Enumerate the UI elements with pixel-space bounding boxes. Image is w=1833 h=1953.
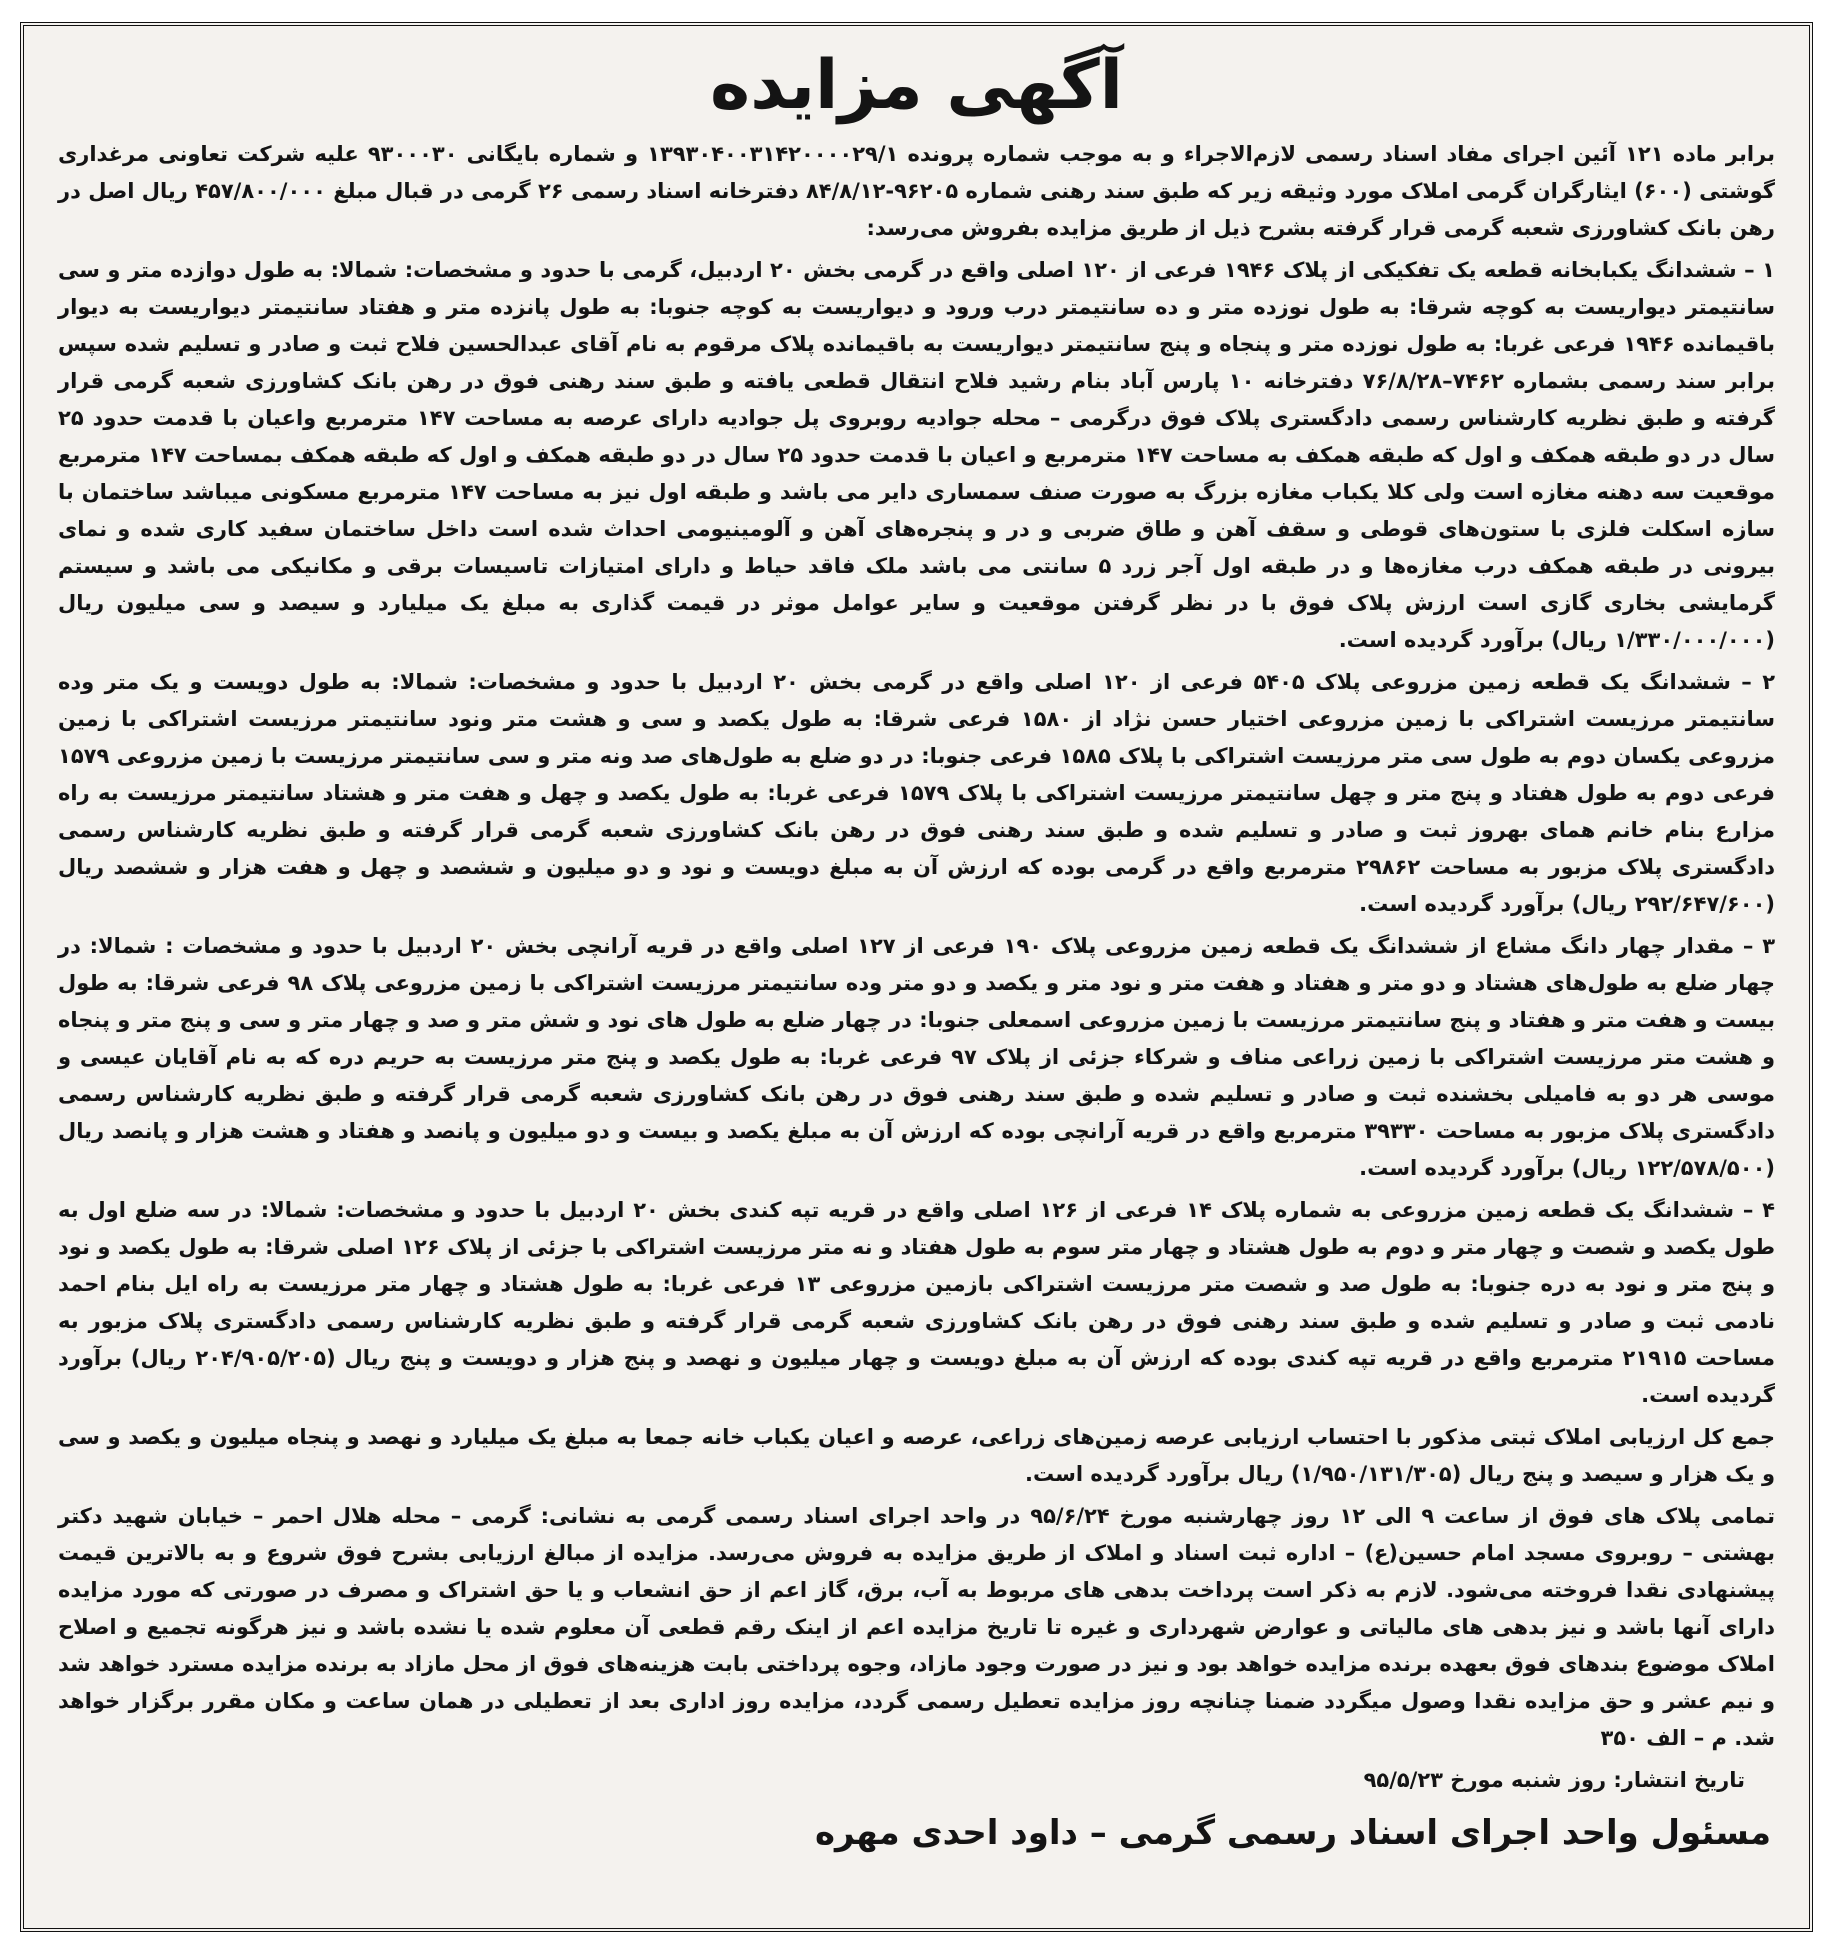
item-number: ۱ –: [1744, 258, 1775, 282]
item-text: ششدانگ یکبابخانه قطعه یک تفکیکی از پلاک ۱۹۴۶ فرعی از ۱۲۰ اصلی واقع در گرمی بخش ۲۰ اردبیل، گرمی با حدود و مشخصات: شمالا: به طول دوازده متر و سی سانتیمتر دیواریست به کوچه شرقا: به طول نوزده متر و ده سانتیمتر درب ورود و دیواریست به کوچه جنوبا: به طول پانزده متر و هفتاد سانتیمتر دیواریست به دیوار باقیمانده ۱۹۴۶ فرعی غربا: به طول نوزده متر و پنجاه و پنج سانتیمتر دیواریست به باقیمانده پلاک مرقوم به نام آقای عبدالحسین فلاح ثبت و صادر و تسلیم شده سپس برابر سند رسمی بشماره ۷۴۶۲–۷۶/۸/۲۸ دفترخانه ۱۰ پارس آباد بنام رشید فلاح انتقال قطعی یافته و طبق سند رهنی فوق در رهن بانک کشاورزی شعبه گرمی قرار گرفته و طبق نظریه کارشناس رسمی دادگستری پلاک فوق درگرمی – محله جوادیه روبروی پل جوادیه دارای عرصه به مساحت ۱۴۷ مترمربع واعیان با قدمت حدود ۲۵ سال در دو طبقه همکف و اول که طبقه همکف به مساحت ۱۴۷ مترمربع و اعیان با قدمت حدود ۲۵ سال در دو طبقه همکف و اول که طبقه همکف بمساحت ۱۴۷ مترمربع موقعیت سه دهنه مغازه است ولی کلا یکباب مغازه بزرگ به صورت صنف سمساری دایر می باشد و طبقه اول نیز به مساحت ۱۴۷ مترمربع مسکونی میباشد ساختمان با سازه اسکلت فلزی با ستون‌های قوطی و سقف آهن و طاق ضربی و در و پنجره‌های آهن و آلومینیومی احداث شده است داخل ساختمان سفید کاری شده و نمای بیرونی در طبقه همکف درب مغازه‌ها و در طبقه اول آجر زرد ۵ سانتی می باشد ملک فاقد حیاط و دارای امتیازات تاسیسات برقی و مکانیکی می باشد و سیستم گرمایشی بخاری گازی است ارزش پلاک فوق با در نظر گرفتن موقعیت و سایر عوامل موثر در قیمت گذاری به مبلغ یک میلیارد و سیصد و سی میلیون ریال (۱/۳۳۰/۰۰۰/۰۰۰ ریال) برآورد گردیده است.: [58, 258, 1776, 652]
property-item-1: [58, 252, 1775, 659]
property-item-4: [58, 1192, 1775, 1414]
item-number: ۲ –: [1741, 670, 1776, 694]
notice-title: آگهی مزایده: [710, 46, 1123, 125]
property-item-2: [58, 664, 1775, 923]
publish-date: تاریخ انتشار: روز شنبه مورخ ۹۵/۵/۲۳: [1363, 1768, 1745, 1792]
auction-notice: [20, 22, 1813, 1932]
item-text: مقدار چهار دانگ مشاع از ششدانگ یک قطعه زمین مزروعی پلاک ۱۹۰ فرعی از ۱۲۷ اصلی واقع در قریه آرانچی بخش ۲۰ اردبیل با حدود و مشخصات : شمالا: در چهار ضلع به طول‌های هشتاد و دو متر و هفتاد و هفت متر و نود متر و یکصد و دو متر وده سانتیمتر مرزیست اشتراکی با زمین مزروعی پلاک ۹۸ فرعی شرقا: به طول بیست و هفت متر و هفتاد و پنج سانتیمتر مرزیست با زمین مزروعی اسمعلی جنوبا: در چهار ضلع به طول های نود و شش متر و صد و چهار متر و سی و پنج متر و پنجاه و هشت متر مرزیست اشتراکی با زمین زراعی مناف و شرکاء جزئی از پلاک ۹۷ فرعی غربا: به طول یکصد و پنج متر مرزیست به حریم دره که به نام آقایان عیسی و موسی هر دو به فامیلی بخشنده ثبت و صادر و تسلیم شده و طبق سند رهنی فوق در رهن بانک کشاورزی شعبه گرمی قرار گرفته و طبق نظریه کارشناس رسمی دادگستری پلاک مزبور به مساحت ۳۹۳۳۰ مترمربع واقع در قریه آرانچی بوده که ارزش آن به مبلغ یکصد و بیست و دو میلیون و پانصد و هفتاد و هشت هزار و پانصد ریال (۱۲۲/۵۷۸/۵۰۰ ریال) برآورد گردیده است.: [58, 934, 1775, 1180]
auction-terms: تمامی پلاک های فوق از ساعت ۹ الی ۱۲ روز چهارشنبه مورخ ۹۵/۶/۲۴ در واحد اجرای اسناد رسمی گرمی به نشانی: گرمی – محله هلال احمر – خیابان شهید دکتر بهشتی – روبروی مسجد امام حسین(ع) – اداره ثبت اسناد و املاک از طریق مزایده به فروش می‌رسد. مزایده از مبالغ ارزیابی بشرح فوق شروع و به بالاترین قیمت پیشنهادی نقدا فروخته می‌شود. لازم به ذکر است پرداخت بدهی های مربوط به آب، برق، گاز اعم از حق انشعاب و یا حق اشتراک و مصرف در صورتی که مورد مزایده دارای آنها باشد و نیز بدهی های مالیاتی و عوارض شهرداری و غیره تا تاریخ مزایده اعم از اینک رقم قطعی آن معلوم شده یا نشده باشد و نیز هرگونه تجمیع و اصلاح املاک موضوع بندهای فوق بعهده برنده مزایده خواهد بود و نیز در صورت وجود مازاد، وجوه پرداختی بابت هزینه‌های فوق از محل مازاد به برنده مزایده مسترد خواهد شد و نیم عشر و حق مزایده نقدا وصول میگردد ضمنا چنانچه روز مزایده تعطیل رسمی گردد، مزایده روز اداری بعد از تعطیلی در همان ساعت و مکان مقرر برگزار خواهد شد. م – الف ۳۵۰: [58, 1504, 1775, 1750]
property-item-3: [58, 928, 1775, 1187]
item-number: ۳ –: [1742, 934, 1776, 958]
total-valuation: جمع کل ارزیابی املاک ثبتی مذکور با احتساب ارزیابی عرصه زمین‌های زراعی، عرصه و اعیان یکباب خانه جمعا به مبلغ یک میلیارد و نهصد و پنجاه میلیون و یکصد و سی و یک هزار و سیصد و پنج ریال (۱/۹۵۰/۱۳۱/۳۰۵) ریال برآورد گردیده است.: [58, 1425, 1775, 1486]
item-number: ۴ –: [1742, 1198, 1775, 1222]
item-text: ششدانگ یک قطعه زمین مزروعی پلاک ۵۴۰۵ فرعی از ۱۲۰ اصلی واقع در گرمی بخش ۲۰ اردبیل با حدود و مشخصات: شمالا: به طول دویست و یک متر وده سانتیمتر مرزیست اشتراکی با زمین مزروعی اختیار حسن نژاد از ۱۵۸۰ فرعی شرقا: به طول یکصد و سی و هشت متر ونود سانتیمتر مرزیست اشتراکی با زمین مزروعی یکسان دوم به طول سی متر مرزیست اشتراکی با پلاک ۱۵۸۵ فرعی جنوبا: در دو ضلع به طول‌های صد ونه متر و سی سانتیمتر مرزیست با زمین مزروعی ۱۵۷۹ فرعی دوم به طول هفتاد و پنج متر و چهل سانتیمتر مرزیست اشتراکی با پلاک ۱۵۷۹ فرعی غربا: به طول یکصد و چهل و هفت متر و هشتاد سانتیمتر مرزیست به راه مزارع بنام خانم همای بهروز ثبت و صادر و تسلیم شده و طبق سند رهنی فوق در رهن بانک کشاورزی شعبه گرمی قرار گرفته و طبق نظریه کارشناس رسمی دادگستری پلاک مزبور به مساحت ۲۹۸۶۲ مترمربع واقع در گرمی بوده که ارزش آن به مبلغ دویست و نود و دو میلیون و ششصد و چهل و هفت هزار و ششصد ریال (۲۹۲/۶۴۷/۶۰۰ ریال) برآورد گردیده است.: [58, 670, 1775, 916]
notice-intro: برابر ماده ۱۲۱ آئین اجرای مفاد اسناد رسمی لازم‌الاجراء و به موجب شماره پرونده ۱۳۹۳۰۴۰۰۳۱۴۲۰۰۰۰۲۹/۱ و شماره بایگانی ۹۳۰۰۰۳۰ علیه شرکت تعاونی مرغداری گوشتی (۶۰۰) ایثارگران گرمی املاک مورد وثیقه زیر که طبق سند رهنی شماره ۹۶۲۰۵-۸۴/۸/۱۲ دفترخانه اسناد رسمی ۲۶ گرمی در قبال مبلغ ۴۵۷/۸۰۰/۰۰۰ ریال اصل در رهن بانک کشاورزی شعبه گرمی قرار گرفته بشرح ذیل از طریق مزایده بفروش می‌رسد:: [58, 142, 1775, 240]
item-text: ششدانگ یک قطعه زمین مزروعی به شماره پلاک ۱۴ فرعی از ۱۲۶ اصلی واقع در قریه تپه کندی بخش ۲۰ اردبیل با حدود و مشخصات: شمالا: در سه ضلع اول به طول یکصد و شصت و چهار متر و دوم به طول هشتاد و چهار متر سوم به طول هفتاد و نه متر مرزیست اشتراکی با جزئی از پلاک ۱۲۶ اصلی شرقا: به طول یکصد و نود و پنج متر و نود به دره جنوبا: به طول صد و شصت متر مرزیست اشتراکی بازمین مزروعی ۱۳ فرعی غربا: به طول هشتاد و چهار متر مرزیست به راه ایل بنام احمد نادمی ثبت و صادر و تسلیم شده و طبق سند رهنی فوق در رهن بانک کشاورزی شعبه گرمی قرار گرفته و طبق نظریه کارشناس رسمی دادگستری پلاک مزبور به مساحت ۲۱۹۱۵ مترمربع واقع در قریه تپه کندی بوده که ارزش آن به مبلغ دویست و چهار میلیون و نهصد و پنج هزار و دویست و پنج ریال (۲۰۴/۹۰۵/۲۰۵ ریال) برآورد گردیده است.: [58, 1198, 1775, 1407]
signature-line: مسئول واحد اجرای اسناد رسمی گرمی – داود احدی مهره: [814, 1813, 1771, 1853]
